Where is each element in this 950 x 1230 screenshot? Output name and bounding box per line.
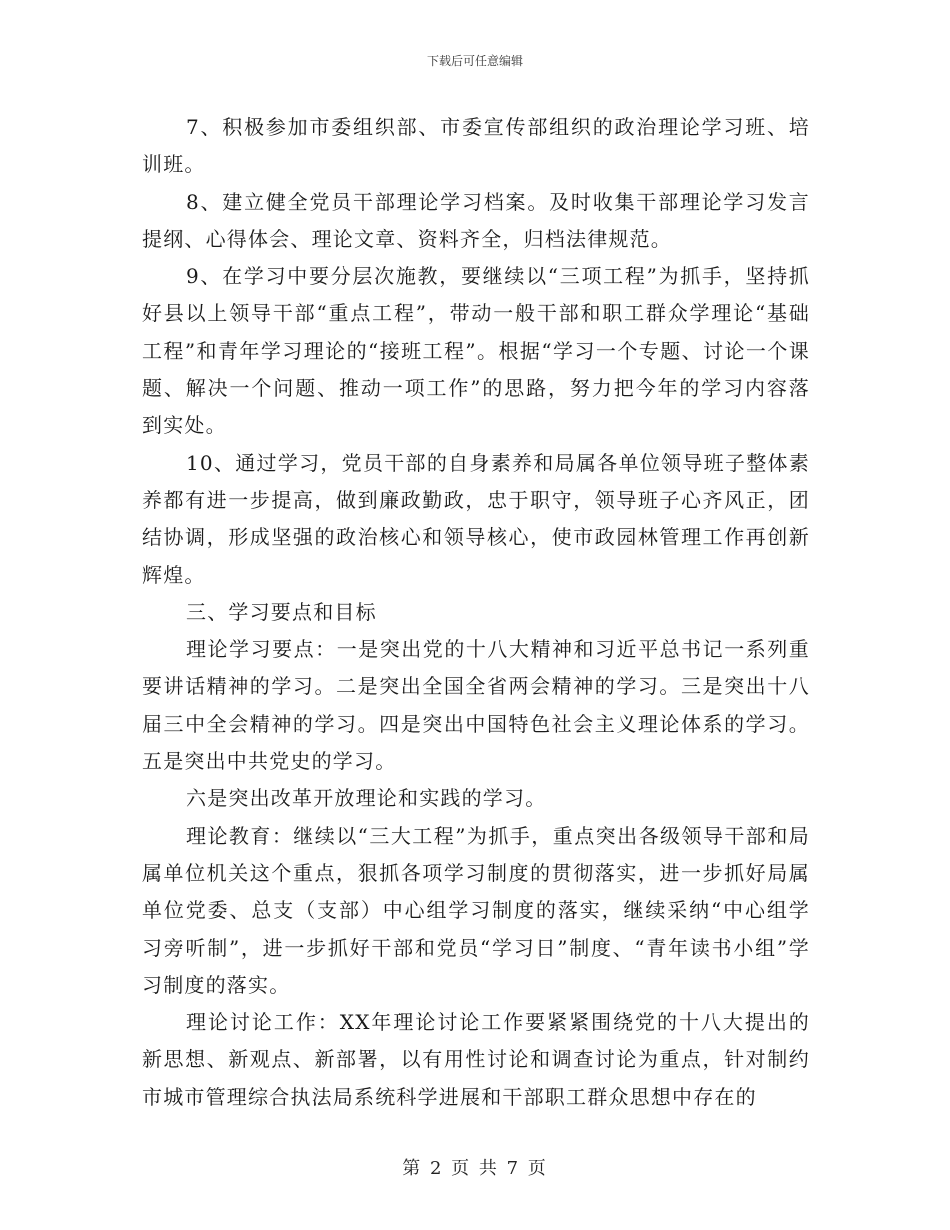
paragraph-theory-education: 理论教育：继续以“三大工程”为抓手，重点突出各级领导干部和局属单位机关这个重点，狠抓各项学习制度的贯彻落实，进一步抓好局属单位党委、总支（支部）中心组学习制度的落实，继续采纳“中心组学习旁听制”，进一步抓好干部和党员“学习日”制度、“青年读书小组”学习制度的落实。 (142, 823, 810, 997)
paragraph-item-9: 9、在学习中要分层次施教，要继续以“三项工程”为抓手，坚持抓好县以上领导干部“重点工程”，带动一般干部和职工群众学理论“基础工程”和青年学习理论的“接班工程”。根据“学习一个专题、讨论一个课题、解决一个问题、推动一项工作”的思路，努力把今年的学习内容落到实处。 (142, 264, 810, 438)
paragraph-item-10: 10、通过学习，党员干部的自身素养和局属各单位领导班子整体素养都有进一步提高，做到廉政勤政，忠于职守，领导班子心齐风正，团结协调，形成坚强的政治核心和领导核心，使市政园林管理工作再创新辉煌。 (142, 450, 810, 587)
page-header-note: 下载后可任意编辑 (426, 54, 523, 68)
page-number: 第 2 页 共 7 页 (402, 1158, 548, 1179)
paragraph-theory-points: 理论学习要点：一是突出党的十八大精神和习近平总书记一系列重要讲话精神的学习。二是突出全国全省两会精神的学习。三是突出十八届三中全会精神的学习。四是突出中国特色社会主义理论体系的学习。五是突出中共党史的学习。 (142, 637, 810, 774)
paragraph-item-8: 8、建立健全党员干部理论学习档案。及时收集干部理论学习发言提纲、心得体会、理论文章、资料齐全，归档法律规范。 (142, 189, 810, 251)
paragraph-reform-study: 六是突出改革开放理论和实践的学习。 (186, 786, 547, 811)
paragraph-theory-discussion: 理论讨论工作：XX年理论讨论工作要紧紧围绕党的十八大提出的新思想、新观点、新部署，以有用性讨论和调查讨论为重点，针对制约市城市管理综合执法局系统科学进展和干部职工群众思想中存在的 (142, 1010, 810, 1109)
section-heading: 三、学习要点和目标 (186, 599, 377, 624)
document-body (142, 109, 810, 1116)
paragraph-item-7: 7、积极参加市委组织部、市委宣传部组织的政治理论学习班、培训班。 (142, 115, 810, 177)
